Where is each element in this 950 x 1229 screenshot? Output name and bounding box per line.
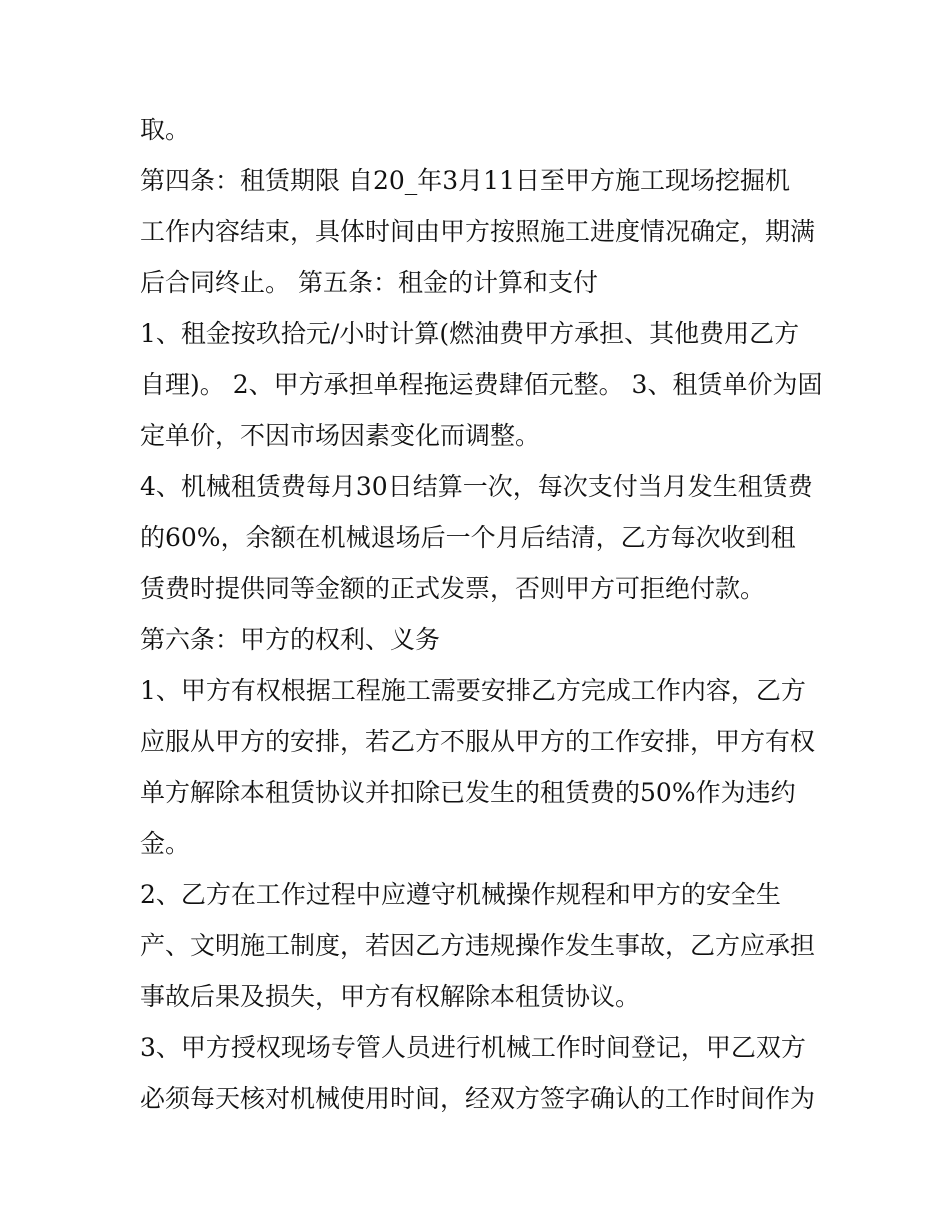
text-line: 必须每天核对机械使用时间，经双方签字确认的工作时间作为 [140,1084,816,1113]
document-body [140,104,823,1124]
text-line: 工作内容结束，具体时间由甲方按照施工进度情况确定，期满 [140,217,816,246]
text-line: 3、甲方授权现场专管人员进行机械工作时间登记，甲乙双方 [140,1033,806,1062]
text-line: 4、机械租赁费每月30日结算一次，每次支付当月发生租赁费 [140,472,813,501]
text-line: 产、文明施工制度，若因乙方违规操作发生事故，乙方应承担 [140,931,816,960]
text-line: 应服从甲方的安排，若乙方不服从甲方的工作安排，甲方有权 [140,727,816,756]
text-line: 1、租金按玖拾元/小时计算(燃油费甲方承担、其他费用乙方 [140,319,800,348]
text-line: 1、甲方有权根据工程施工需要安排乙方完成工作内容，乙方 [140,676,806,705]
text-line: 赁费时提供同等金额的正式发票，否则甲方可拒绝付款。 [140,574,766,603]
text-line: 后合同终止。 第五条：租金的计算和支付 [140,268,598,297]
text-line: 事故后果及损失，甲方有权解除本租赁协议。 [140,982,641,1011]
text-line: 单方解除本租赁协议并扣除已发生的租赁费的50%作为违约 [140,778,796,807]
text-line: 第六条：甲方的权利、义务 [140,625,441,654]
text-line: 取。 [140,115,191,144]
text-line: 第四条：租赁期限 自20_年3月11日至甲方施工现场挖掘机 [140,166,790,195]
text-line: 自理)。 2、甲方承担单程拖运费肆佰元整。 3、租赁单价为固 [140,370,823,399]
text-line: 定单价，不因市场因素变化而调整。 [140,421,541,450]
text-line: 2、乙方在工作过程中应遵守机械操作规程和甲方的安全生 [140,880,781,909]
text-line: 的60%，余额在机械退场后一个月后结清，乙方每次收到租 [140,523,796,552]
text-line: 金。 [140,829,191,858]
